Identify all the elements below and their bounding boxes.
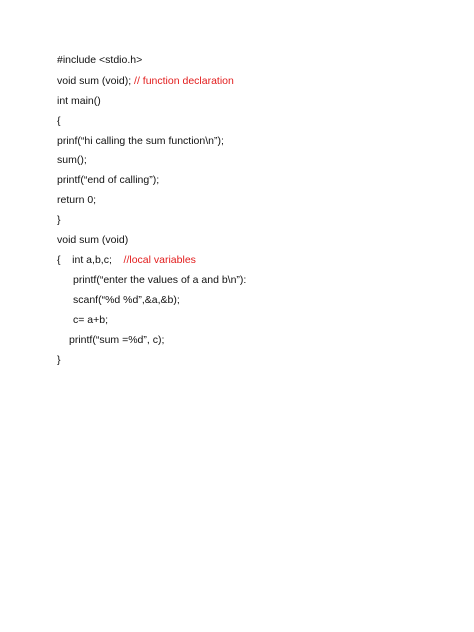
code-line-sum-call: sum(); <box>57 154 87 166</box>
code-line-open-brace: { <box>57 115 61 127</box>
code-comment: // function declaration <box>134 75 234 87</box>
code-line-main: int main() <box>57 95 101 107</box>
code-line-printf-end: printf(“end of calling”); <box>57 174 160 186</box>
code-line-printf-sum: printf(“sum =%d”, c); <box>69 334 165 346</box>
code-text: { int a,b,c; <box>57 254 124 266</box>
code-text: void sum (void); <box>57 75 135 87</box>
code-line-close-brace: } <box>57 214 61 226</box>
code-line-return: return 0; <box>57 194 97 206</box>
code-line-printf-prompt: printf(“enter the values of a and b\n”): <box>73 274 247 286</box>
code-line-final-brace: } <box>57 354 61 366</box>
code-line-include: #include <stdio.h> <box>57 54 143 66</box>
code-line-sum-declaration <box>57 74 234 88</box>
code-comment: //local variables <box>123 254 196 266</box>
code-line-local-variables <box>57 253 196 267</box>
code-line-scanf: scanf(“%d %d”,&a,&b); <box>73 294 180 306</box>
code-line-prinf: prinf(“hi calling the sum function\n”); <box>57 135 224 147</box>
code-line-sum-definition: void sum (void) <box>57 234 129 246</box>
code-line-assignment: c= a+b; <box>73 314 109 326</box>
